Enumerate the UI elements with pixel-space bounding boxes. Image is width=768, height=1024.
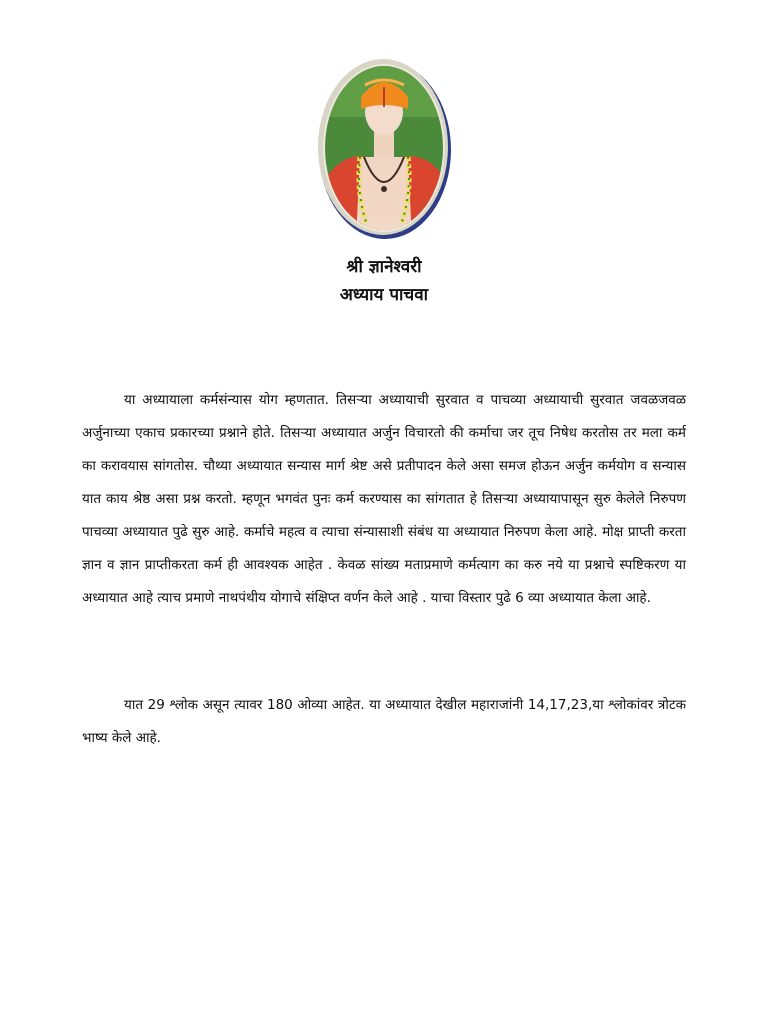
saint-portrait-image — [316, 57, 452, 239]
document-title: श्री ज्ञानेश्वरी — [346, 257, 422, 277]
body-paragraph: यात 29 श्लोक असून त्यावर 180 ओव्या आहेत. या अध्यायात देखील महाराजांनी 14,17,23,या श्लोकांवर त्रोटक भाष्य केले आहे. — [82, 696, 686, 746]
chapter-subtitle: अध्याय पाचवा — [339, 285, 429, 305]
body-paragraph: या अध्यायाला कर्मसंन्यास योग म्हणतात. तिसऱ्या अध्यायाची सुरवात व पाचव्या अध्यायाची सुरवात जवळजवळ अर्जुनाच्या एकाच प्रकारच्या प्रश्नाने होते. तिसऱ्या अध्यायात अर्जुन विचारतो की कर्माचा जर तूच निषेध करतोस तर मला कर्म का करावयास सांगतोस. चौथ्या अध्यायात सन्यास मार्ग श्रेष्ट असे प्रतीपादन केले असा समज होऊन अर्जुन कर्मयोग व सन्यास यात काय श्रेष्ठ असा प्रश्न करतो. म्हणून भगवंत पुनः कर्म करण्यास का सांगतात हे तिसऱ्या अध्यायापासून सुरु केलेले निरुपण पाचव्या अध्यायात पुढे सुरु आहे. कर्माचे महत्व व त्याचा संन्यासाशी संबंध या अध्यायात निरुपण केला आहे. मोक्ष प्राप्ती करता ज्ञान व ज्ञान प्राप्तीकरता कर्म ही आवश्यक आहेत . केवळ सांख्य मताप्रमाणे कर्मत्याग का करु नये या प्रश्नाचे स्पष्टिकरण या अध्यायात आहे त्याच प्रमाणे नाथपंथीय योगाचे संक्षिप्त वर्णन केले आहे . याचा विस्तार पुढे 6 व्या अध्यायात केला आहे. — [82, 391, 686, 606]
